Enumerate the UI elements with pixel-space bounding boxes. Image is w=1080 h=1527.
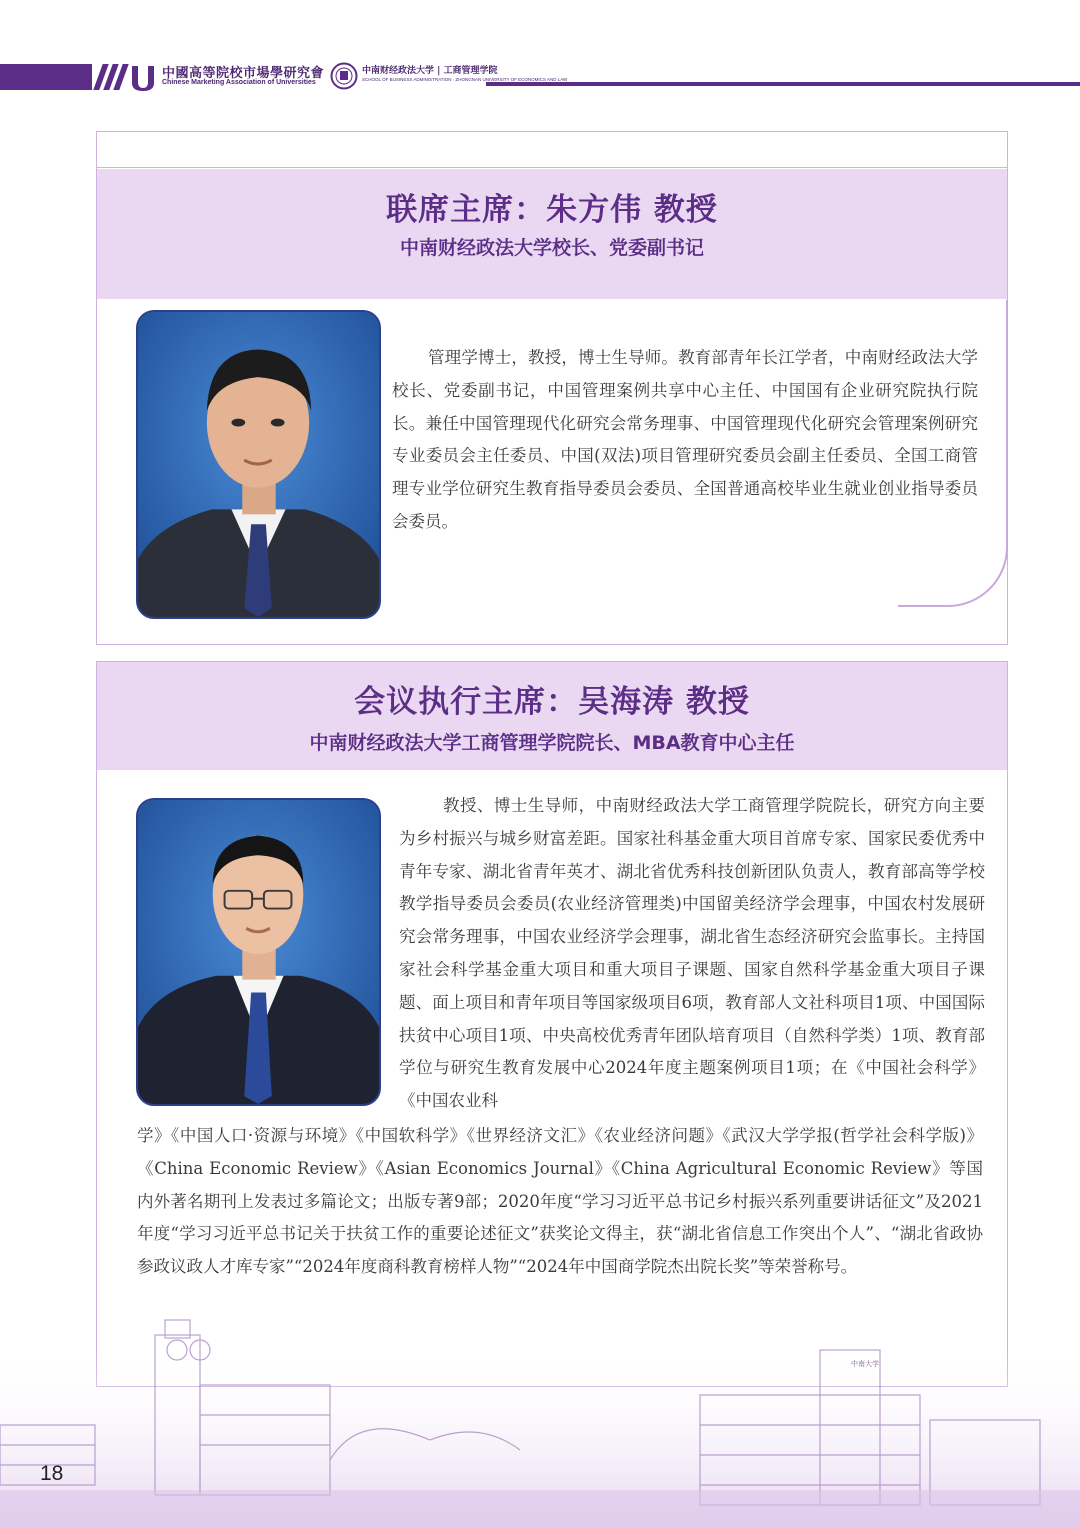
university-name-en: SCHOOL OF BUSINESS ADMINISTRATION · ZHONGNAN UNIVERSITY OF ECONOMICS AND LAW	[362, 77, 568, 82]
association-logo-icon	[130, 62, 156, 92]
association-name-en: Chinese Marketing Association of Universities	[162, 79, 316, 86]
title-band	[97, 169, 1007, 299]
profile-bio-part2: 学》《中国人口·资源与环境》《中国软科学》《世界经济文汇》《农业经济问题》《武汉大学学报(哲学社会科学版)》《China Economic Review》《Asian Economics Journal》《China Agricultural Economic Review》等国内外著名期刊上发表过多篇论文；出版专著9部；2020年度“学习习近平总书记乡村振兴系列重要讲话征文”及2021年度“学习习近平总书记关于扶贫工作的重要论述征文”获奖论文得主，获“湖北省信息工作突出个人”、“湖北省政协参政议政人才库专家”“2024年度商科教育榜样人物”“2024年中国商学院杰出院长奖”等荣誉称号。	[137, 1126, 983, 1277]
page-header	[0, 58, 1080, 98]
university-seal-icon	[330, 62, 358, 90]
profile-title: 联席主席：朱方伟 教授	[386, 192, 718, 228]
header-line	[486, 82, 1080, 86]
profile-title: 会议执行主席：吴海涛 教授	[354, 684, 750, 720]
portrait-photo-zhu	[136, 310, 381, 619]
university-name-cn: 中南财经政法大学 | 工商管理学院	[362, 66, 498, 76]
profile-bio-part1: 教授、博士生导师，中南财经政法大学工商管理学院院长，研究方向主要为乡村振兴与城乡财富差距。国家社科基金重大项目首席专家、国家民委优秀中青年专家、湖北省青年英才、湖北省优秀科技创新团队负责人，教育部高等学校教学指导委员会委员(农业经济管理类)中国留美经济学会理事，中国农村发展研究会常务理事，中国农业经济学会理事，湖北省生态经济研究会监事长。主持国家社会科学基金重大项目和重大项目子课题、国家自然科学基金重大项目子课题、面上项目和青年项目等国家级项目6项，教育部人文社科项目1项、中国国际扶贫中心项目1项、中央高校优秀青年团队培育项目（自然科学类）1项、教育部学位与研究生教育发展中心2024年度主题案例项目1项；在《中国社会科学》《中国农业科	[399, 796, 985, 1111]
title-band	[97, 662, 1007, 770]
association-name-cn: 中國高等院校市場學研究會	[162, 66, 325, 81]
portrait-photo-wu	[136, 798, 381, 1106]
building-sign: 中南大学	[851, 1360, 879, 1368]
campus-skyline-illustration	[0, 1290, 1080, 1527]
header-slashes	[94, 64, 134, 90]
profile-bio: 管理学博士，教授，博士生导师。教育部青年长江学者，中南财经政法大学校长、党委副书记，中国管理案例共享中心主任、中国国有企业研究院执行院长。兼任中国管理现代化研究会常务理事、中国管理现代化研究会管理案例研究专业委员会主任委员、中国(双法)项目管理研究委员会副主任委员、全国工商管理专业学位研究生教育指导委员会委员、全国普通高校毕业生就业创业指导委员会委员。	[392, 348, 978, 531]
page-number: 18	[40, 1462, 64, 1485]
profile-subtitle: 中南财经政法大学校长、党委副书记	[399, 237, 704, 259]
profile-subtitle: 中南财经政法大学工商管理学院院长、MBA教育中心主任	[309, 732, 795, 754]
header-bar	[0, 64, 92, 90]
card-top-strip	[97, 132, 1007, 168]
